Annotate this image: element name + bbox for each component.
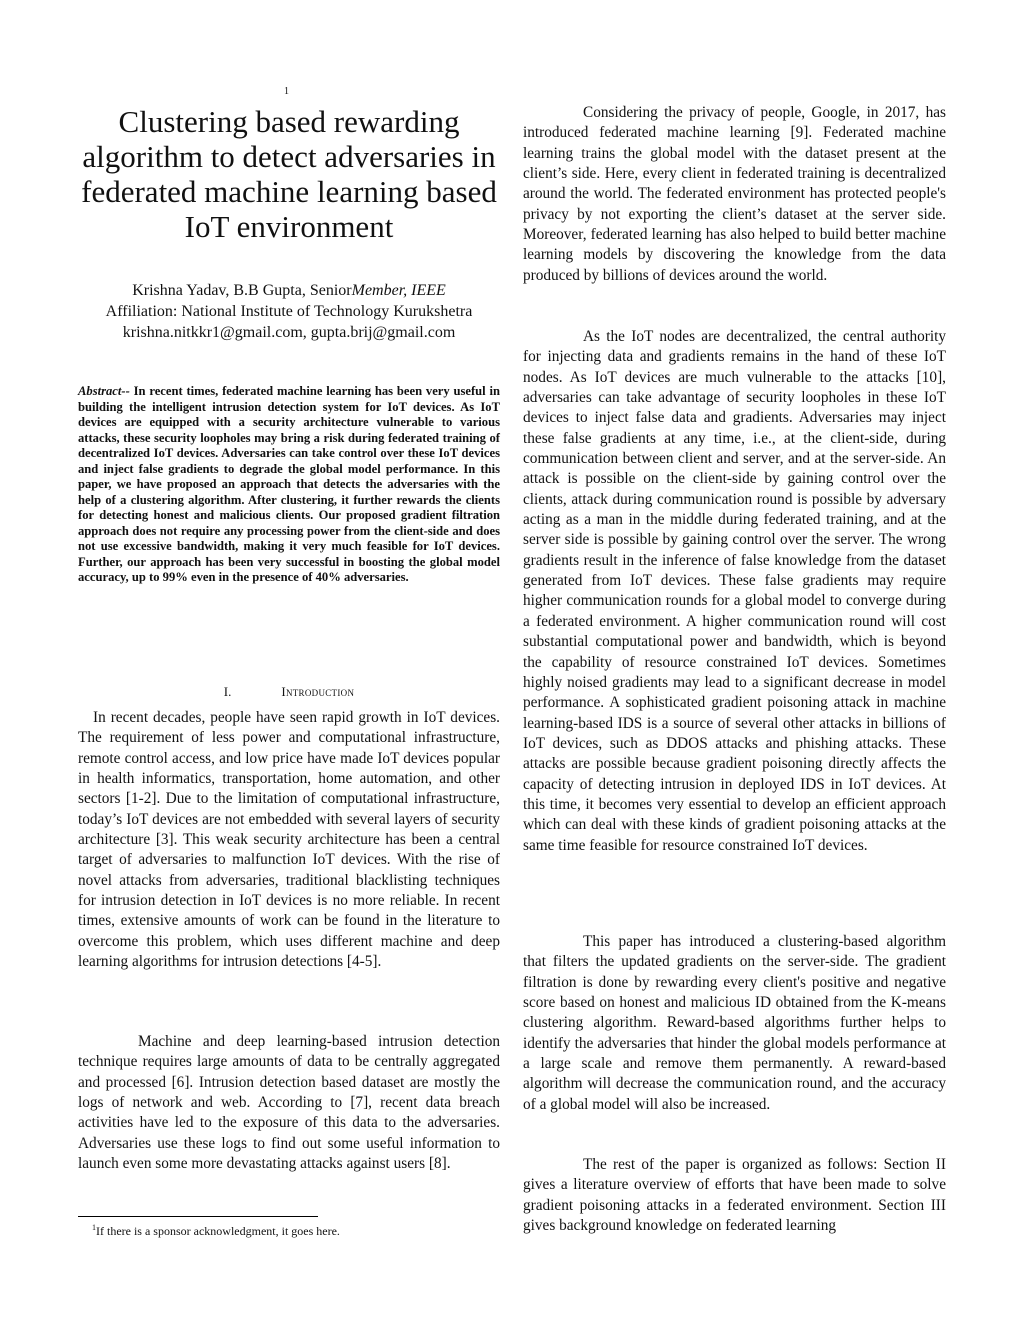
page-number: 1 [284,86,289,97]
footnote-rule [78,1216,318,1217]
intro-paragraph-3: Considering the privacy of people, Google, in 2017, has introduced federated machine learning [9]. Federated machine learning trains the global model with the dataset present at the client’s side. Here, every client in federated training is decentralized around the world. The federated environment has protected people's privacy by not exporting the client’s dataset at the server side. Moreover, federated learning has also helped to build better machine learning models by discovering the knowledge from the data produced by billions of devices around the world. [523,104,946,284]
footnote-text: If there is a sponsor acknowledgment, it goes here. [96,1224,340,1238]
author-affiliation: Affiliation: National Institute of Technology Kurukshetra [105,303,473,320]
author-block [78,280,500,343]
intro-paragraph-2: Machine and deep learning-based intrusion detection technique requires large amounts of data to be centrally aggregated and processed [6]. Intrusion detection based dataset are mostly the logs of network and web. According to [7], recent data breach activities have led to the exposure of this data to the adversaries. Adversaries use these logs to find out some useful information to launch even some more devastating attacks against users [8]. [78,1033,500,1173]
paper-title: Clustering based rewarding algorithm to detect adversaries in federated machine learning based IoT environment [81,104,497,244]
intro-paragraph-5: This paper has introduced a clustering-based algorithm that filters the updated gradients on the server-side. The gradient filtration is done by rewarding every client's positive and negative score based on honest and malicious ID obtained from the K-means clustering algorithm. Reward-based algorithms further helps to identify the adversaries that hinder the global models performance at a large scale and remove them permanently. A reward-based algorithm will decrease the communication round, and the accuracy of a global model will also be increased. [523,933,946,1113]
footnote [92,1223,340,1239]
intro-paragraph-4: As the IoT nodes are decentralized, the central authority for injecting data and gradients remains in the hand of these IoT nodes. As IoT devices are much vulnerable to the attacks [10], adversaries can take advantage of security loopholes in these IoT devices to inject false data and gradients. Adversaries may inject these false gradients at any time, i.e., at the client-side, during communication between client and server, and at the server-side. An attack is possible on the client-side by gaining control over the clients, attack during communication round is possible by adversary acting as a man in the middle during federated training, and at the server side is possible by gaining control over the server. The wrong gradients result in the inference of false knowledge from the dataset generated from IoT devices. These false gradients may require higher communication rounds for a global model to converge during a federated environment. A higher communication round will cost substantial computational power and bandwidth, which is beyond the capability of resource constrained IoT devices. Sometimes highly noised gradients may lead to a significant decrease in model performance. A sophisticated gradient poisoning attack in machine learning-based IDS is a source of several other attacks in billions of IoT devices, such as DDOS attacks and phishing attacks. These attacks are possible because gradient poisoning directly affects the capacity of detecting intrusion in deployed IDS in IoT devices. At this time, it becomes very essential to develop an efficient approach which can deal with these kinds of gradient poisoning attacks at the same time feasible for resource constrained IoT devices. [523,328,946,854]
author-names: Krishna Yadav, B.B Gupta, Senior [132,282,352,299]
intro-paragraph-6: The rest of the paper is organized as follows: Section II gives a literature overview of efforts that have been made to solve gradient poisoning attacks in a federated environment. Section III gives background knowledge on federated learning [523,1156,946,1235]
section-number: I. [223,684,232,699]
section-heading [78,684,500,700]
footnote-mark: 1 [92,1223,96,1232]
section-title: Introduction [281,684,355,699]
abstract-label: Abstract-- [78,384,130,398]
abstract [78,384,500,586]
author-emails: krishna.nitkkr1@gmail.com, gupta.brij@gmail.com [122,324,456,341]
author-membership: Member, IEEE [351,282,446,299]
abstract-text: In recent times, federated machine learning has been very useful in building the intelligent intrusion detection system for IoT devices. As IoT devices are equipped with a security architecture vulnerable to various attacks, these security loopholes may bring a risk during federated training of decentralized IoT devices. Adversaries can take control over these IoT devices and inject false gradients to degrade the global model performance. In this paper, we have proposed an approach that detects the adversaries with the help of a clustering algorithm. After clustering, it further rewards the clients for detecting honest and malicious clients. Our proposed gradient filtration approach does not require any processing power from the client-side and does not use excessive bandwidth, making it very much feasible for IoT devices. Further, our approach has been very successful in boosting the global model accuracy, up to 99% even in the presence of 40% adversaries. [78,384,501,584]
author-line [78,280,500,301]
intro-paragraph-1: In recent decades, people have seen rapid growth in IoT devices. The requirement of less power and computational infrastructure, remote control access, and low price have made IoT devices popular in health informatics, transportation, home automation, and other sectors [1-2]. Due to the limitation of computational infrastructure, today’s IoT devices are not embedded with several layers of security architecture [3]. This weak security architecture has been a central target of adversaries to malfunction IoT devices. With the rise of novel attacks from adversaries, traditional blacklisting techniques for intrusion detection in IoT devices is no more reliable. In recent times, extensive amounts of work can be found in the literature to overcome this problem, which uses different machine and deep learning algorithms for intrusion detections [4-5]. [78,709,500,971]
